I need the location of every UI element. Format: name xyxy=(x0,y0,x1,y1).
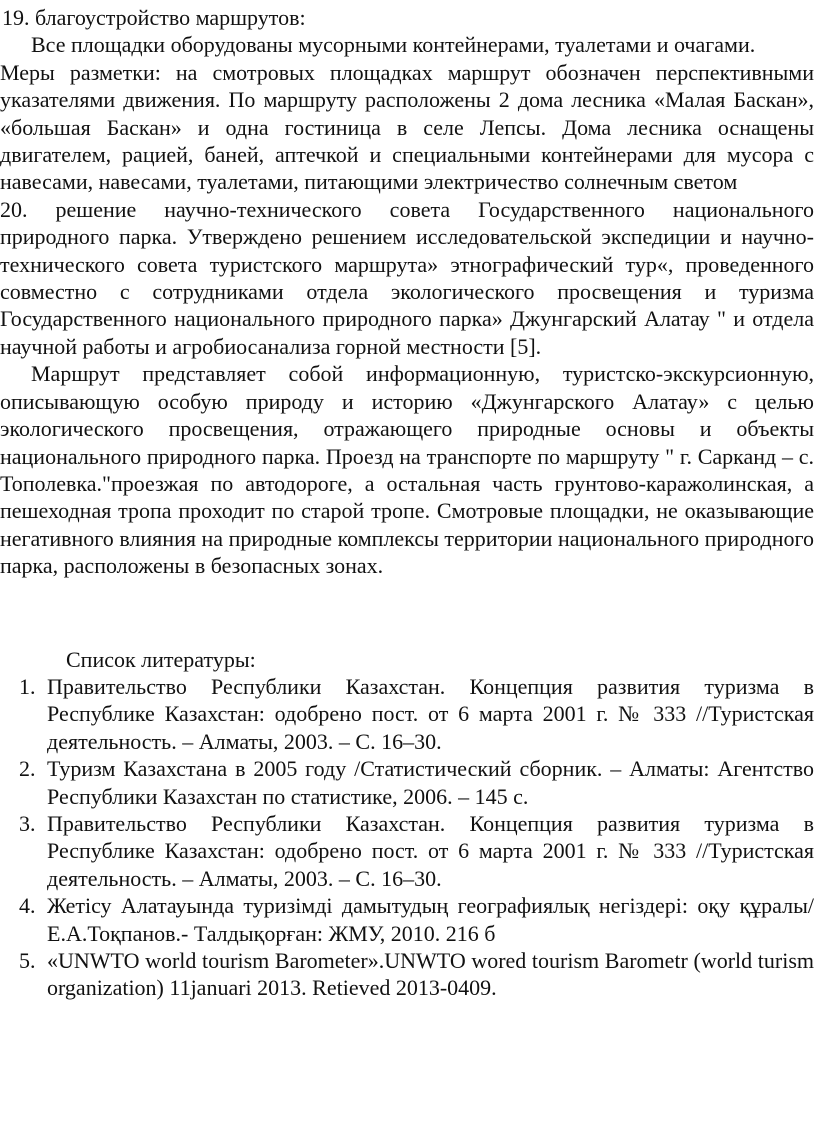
section-19-paragraph-1: Все площадки оборудованы мусорными контейнерами, туалетами и очагами. xyxy=(31,32,756,58)
reference-item xyxy=(0,810,814,892)
reference-text: Правительство Республики Казахстан. Концепция развития туризма в Республике Казахстан: одобрено пост. от 6 марта 2001 г. № 333 //Туристская деятельность. – Алматы, 2003. – С. 16–30. xyxy=(47,810,814,891)
reference-number: 3. xyxy=(19,810,36,836)
references-title: Список литературы: xyxy=(66,646,256,672)
section-19-paragraph-2: Меры разметки: на смотровых площадках маршрут обозначен перспективными указателями движения. По маршруту расположены 2 дома лесника «Малая Баскан», «большая Баскан» и одна гостиница в селе Лепсы. Дома лесника оснащены двигателем, рацией, баней, аптечкой и специальными контейнерами для мусора с навесами, навесами, туалетами, питающими электричество солнечным светом xyxy=(0,59,814,195)
reference-item xyxy=(0,673,814,755)
reference-item xyxy=(0,755,814,810)
section-20-paragraph-1: 20. решение научно-технического совета Государственного национального природного парка. Утверждено решением исследовательской экспедиции и научно-технического совета туристского маршрута» этнографический тур«, проведенного совместно с сотрудниками отдела экологического просвещения и туризма Государственного национального природного парка» Джунгарский Алатау " и отдела научной работы и агробиосанализа горной местности [5]. xyxy=(0,196,814,359)
reference-number: 4. xyxy=(19,893,36,919)
section-19-heading: 19. благоустройство маршрутов: xyxy=(2,5,306,30)
reference-text: Правительство Республики Казахстан. Концепция развития туризма в Республике Казахстан: одобрено пост. от 6 марта 2001 г. № 333 //Туристская деятельность. – Алматы, 2003. – С. 16–30. xyxy=(47,673,814,754)
reference-item xyxy=(0,892,814,947)
reference-text: Туризм Казахстана в 2005 году /Статистический сборник. – Алматы: Агентство Республики Казахстан по статистике, 2006. – 145 с. xyxy=(47,756,814,809)
reference-number: 5. xyxy=(19,948,36,973)
reference-number: 1. xyxy=(19,673,36,699)
section-spacer xyxy=(0,580,814,646)
reference-item xyxy=(0,947,814,1002)
reference-number: 2. xyxy=(19,756,36,782)
reference-text: «UNWTO world tourism Barometer».UNWTO wored tourism Barometr (world turism organization) 11januari 2013. Retieved 2013-0409. xyxy=(47,948,814,1001)
section-20-paragraph-2: Маршрут представляет собой информационную, туристско-экскурсионную, описывающую особую природу и историю «Джунгарского Алатау» с целью экологического просвещения, отражающего природные основы и объекты национального природного парка. Проезд на транспорте по маршруту " г. Сарканд – с. Тополевка."проезжая по автодороге, а остальная часть грунтово-каражолинская, а пешеходная тропа проходит по старой тропе. Смотровые площадки, не оказывающие негативного влияния на природные комплексы территории национального природного парка, расположены в безопасных зонах. xyxy=(0,361,814,579)
reference-text: Жетісу Алатауында туризімді дамытудың географиялық негіздері: оқу құралы/ Е.А.Тоқпанов.- Талдықорған: ЖМУ, 2010. 216 б xyxy=(47,893,814,946)
references-list xyxy=(0,673,814,1002)
